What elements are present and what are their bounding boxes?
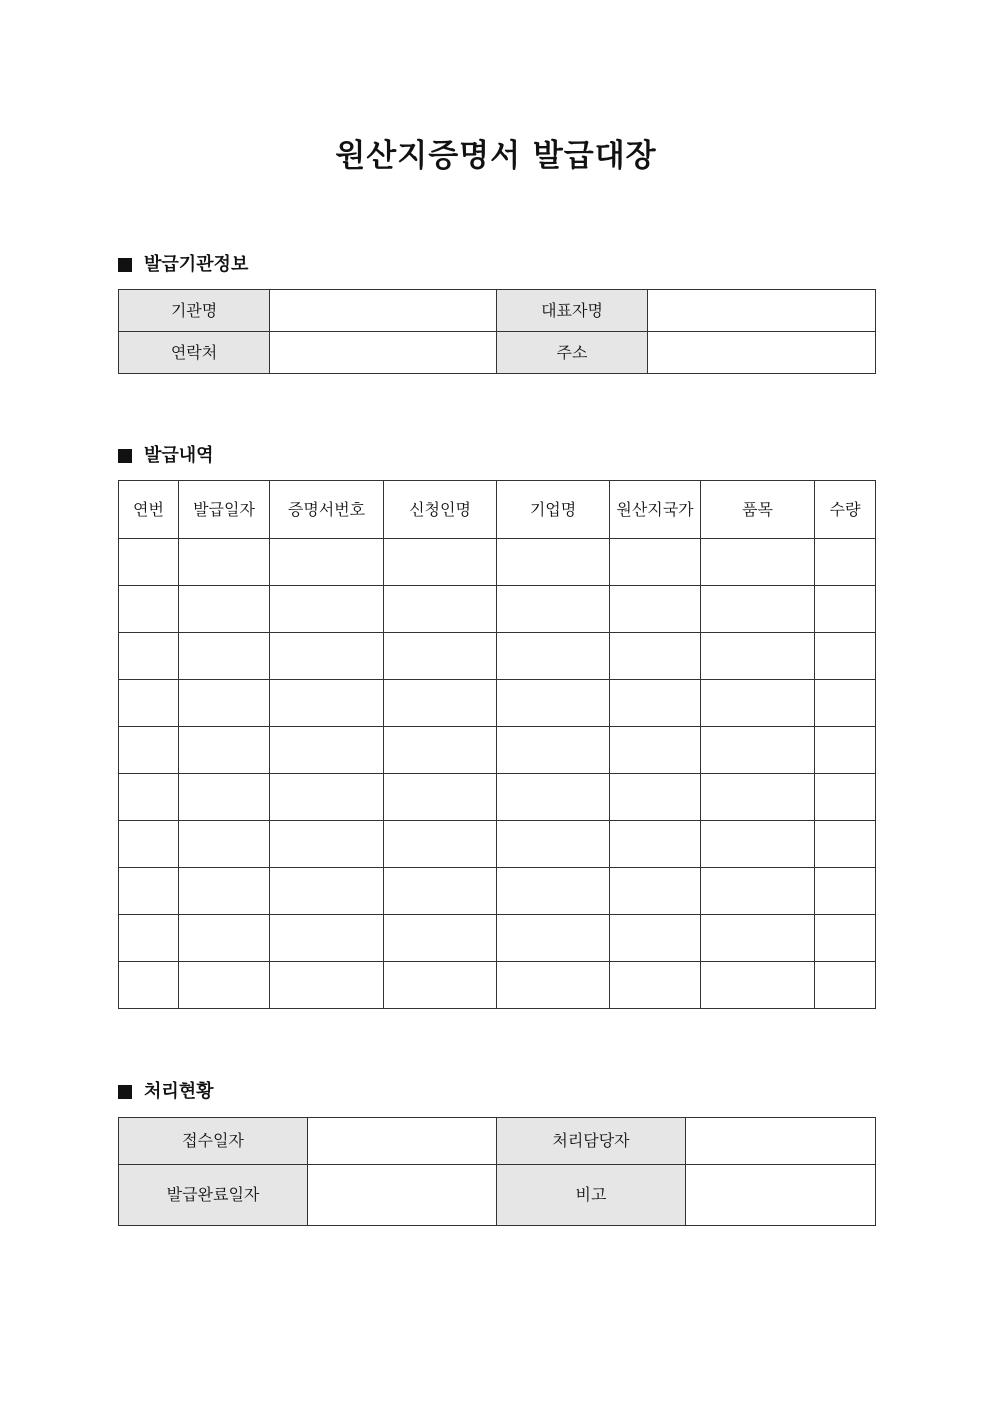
representative-name-label: 대표자명	[497, 290, 648, 332]
table-row	[119, 1165, 876, 1226]
table-cell[interactable]	[384, 680, 497, 727]
table-cell[interactable]	[815, 680, 876, 727]
column-header-issue-date: 발급일자	[179, 481, 270, 539]
records-section-heading	[118, 444, 214, 468]
address-label: 주소	[497, 332, 648, 374]
table-cell[interactable]	[119, 868, 179, 915]
table-cell[interactable]	[610, 586, 701, 633]
table-cell[interactable]	[497, 539, 610, 586]
status-section-heading	[118, 1080, 214, 1104]
table-row	[119, 332, 876, 374]
column-header-origin-country: 원산지국가	[610, 481, 701, 539]
table-cell[interactable]	[815, 821, 876, 868]
table-cell[interactable]	[701, 680, 815, 727]
table-cell[interactable]	[701, 633, 815, 680]
column-header-certificate-number: 증명서번호	[270, 481, 384, 539]
table-cell[interactable]	[701, 868, 815, 915]
table-cell[interactable]	[119, 774, 179, 821]
table-cell[interactable]	[497, 821, 610, 868]
table-cell[interactable]	[384, 774, 497, 821]
table-cell[interactable]	[179, 868, 270, 915]
table-cell[interactable]	[119, 962, 179, 1009]
table-cell[interactable]	[384, 915, 497, 962]
table-cell[interactable]	[384, 586, 497, 633]
square-bullet-icon	[118, 449, 132, 463]
table-row	[119, 821, 876, 868]
table-header-row	[119, 481, 876, 539]
table-cell[interactable]	[815, 774, 876, 821]
table-cell[interactable]	[270, 633, 384, 680]
square-bullet-icon	[118, 258, 132, 272]
table-cell[interactable]	[610, 962, 701, 1009]
table-cell[interactable]	[497, 915, 610, 962]
table-cell[interactable]	[384, 727, 497, 774]
table-cell[interactable]	[270, 727, 384, 774]
table-cell[interactable]	[119, 915, 179, 962]
table-cell[interactable]	[179, 680, 270, 727]
table-cell[interactable]	[179, 821, 270, 868]
table-cell[interactable]	[701, 821, 815, 868]
table-cell[interactable]	[815, 727, 876, 774]
table-cell[interactable]	[610, 915, 701, 962]
column-header-quantity: 수량	[815, 481, 876, 539]
table-cell[interactable]	[179, 586, 270, 633]
table-cell[interactable]	[119, 821, 179, 868]
table-cell[interactable]	[497, 774, 610, 821]
status-section-title: 처리현황	[144, 1081, 214, 1102]
institution-name-field[interactable]	[270, 290, 497, 332]
table-cell[interactable]	[179, 539, 270, 586]
table-cell[interactable]	[815, 868, 876, 915]
table-row	[119, 633, 876, 680]
table-cell[interactable]	[497, 586, 610, 633]
table-cell[interactable]	[497, 633, 610, 680]
column-header-serial: 연번	[119, 481, 179, 539]
table-cell[interactable]	[610, 868, 701, 915]
address-field[interactable]	[648, 332, 876, 374]
table-cell[interactable]	[384, 868, 497, 915]
handler-label: 처리담당자	[497, 1118, 686, 1165]
page-title: 원산지증명서 발급대장	[335, 138, 657, 174]
table-cell[interactable]	[497, 680, 610, 727]
received-date-field[interactable]	[308, 1118, 497, 1165]
table-cell[interactable]	[270, 915, 384, 962]
table-cell[interactable]	[610, 821, 701, 868]
table-cell[interactable]	[179, 727, 270, 774]
table-cell[interactable]	[610, 727, 701, 774]
table-cell[interactable]	[119, 586, 179, 633]
table-cell[interactable]	[701, 774, 815, 821]
table-cell[interactable]	[815, 586, 876, 633]
table-cell[interactable]	[270, 680, 384, 727]
table-cell[interactable]	[701, 962, 815, 1009]
table-cell[interactable]	[701, 915, 815, 962]
received-date-label: 접수일자	[119, 1118, 308, 1165]
table-cell[interactable]	[384, 539, 497, 586]
table-cell[interactable]	[384, 633, 497, 680]
table-cell[interactable]	[610, 774, 701, 821]
status-table	[118, 1117, 876, 1226]
table-cell[interactable]	[701, 539, 815, 586]
handler-field[interactable]	[686, 1118, 876, 1165]
records-section-title: 발급내역	[144, 445, 214, 466]
table-cell[interactable]	[270, 868, 384, 915]
completion-date-label: 발급완료일자	[119, 1165, 308, 1226]
column-header-applicant-name: 신청인명	[384, 481, 497, 539]
table-cell[interactable]	[610, 539, 701, 586]
table-row	[119, 539, 876, 586]
table-cell[interactable]	[119, 539, 179, 586]
column-header-item: 품목	[701, 481, 815, 539]
table-cell[interactable]	[119, 633, 179, 680]
table-cell[interactable]	[384, 821, 497, 868]
table-row	[119, 586, 876, 633]
table-cell[interactable]	[119, 680, 179, 727]
table-cell[interactable]	[497, 727, 610, 774]
table-cell[interactable]	[815, 539, 876, 586]
table-cell[interactable]	[270, 962, 384, 1009]
table-cell[interactable]	[179, 962, 270, 1009]
table-cell[interactable]	[270, 821, 384, 868]
table-cell[interactable]	[270, 586, 384, 633]
table-cell[interactable]	[179, 633, 270, 680]
institution-name-label: 기관명	[119, 290, 270, 332]
completion-date-field[interactable]	[308, 1165, 497, 1226]
table-cell[interactable]	[270, 539, 384, 586]
contact-label: 연락처	[119, 332, 270, 374]
contact-field[interactable]	[270, 332, 497, 374]
table-cell[interactable]	[497, 868, 610, 915]
table-cell[interactable]	[701, 727, 815, 774]
table-cell[interactable]	[815, 633, 876, 680]
remarks-label: 비고	[497, 1165, 686, 1226]
issuer-section-heading	[118, 253, 248, 277]
table-row	[119, 962, 876, 1009]
table-cell[interactable]	[815, 962, 876, 1009]
table-cell[interactable]	[610, 633, 701, 680]
table-cell[interactable]	[610, 680, 701, 727]
table-cell[interactable]	[815, 915, 876, 962]
table-row	[119, 868, 876, 915]
table-cell[interactable]	[701, 586, 815, 633]
table-row	[119, 727, 876, 774]
table-row	[119, 680, 876, 727]
table-cell[interactable]	[179, 915, 270, 962]
column-header-company-name: 기업명	[497, 481, 610, 539]
table-cell[interactable]	[179, 774, 270, 821]
issuer-info-table	[118, 289, 876, 374]
issuer-section-title: 발급기관정보	[144, 254, 249, 275]
table-row	[119, 915, 876, 962]
table-row	[119, 1118, 876, 1165]
remarks-field[interactable]	[686, 1165, 876, 1226]
table-cell[interactable]	[384, 962, 497, 1009]
table-cell[interactable]	[497, 962, 610, 1009]
table-cell[interactable]	[270, 774, 384, 821]
representative-name-field[interactable]	[648, 290, 876, 332]
square-bullet-icon	[118, 1085, 132, 1099]
records-table	[118, 480, 876, 1009]
table-row	[119, 290, 876, 332]
table-row	[119, 774, 876, 821]
table-cell[interactable]	[119, 727, 179, 774]
